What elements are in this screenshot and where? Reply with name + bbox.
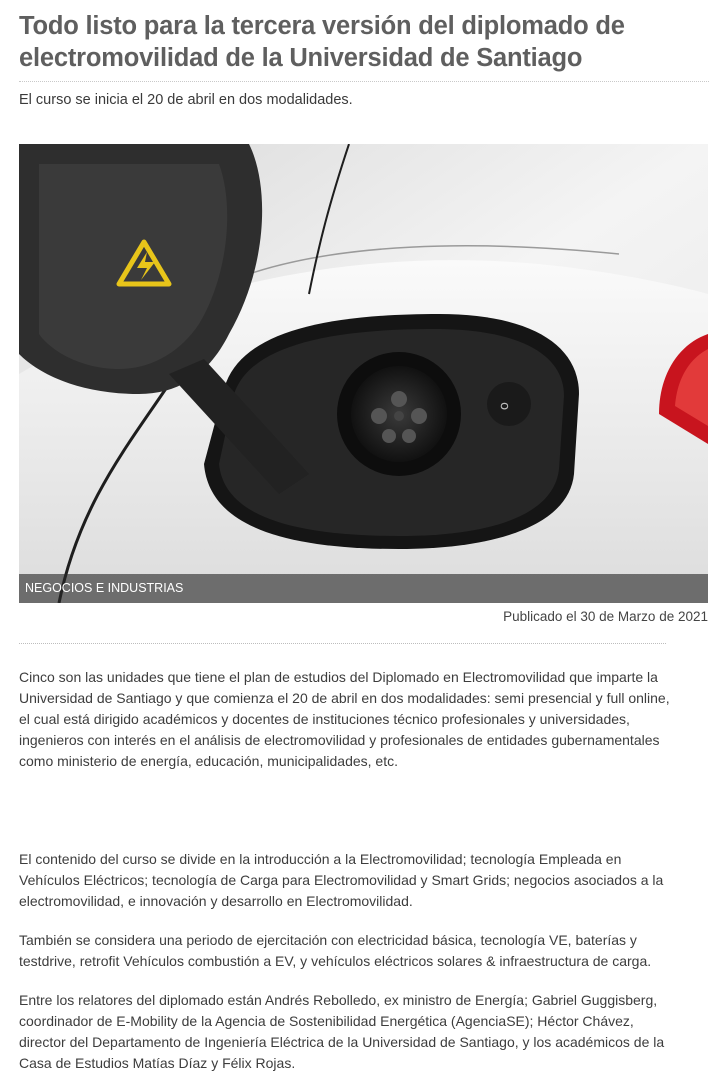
body-paragraph-4: Entre los relatores del diplomado están Andrés Rebolledo, ex ministro de Energía; Gabriel Guggisberg, coordinador de E-Mobility de la Agencia de Sostenibilidad Energética (AgenciaSE); Héctor Chávez, director del Departamento de Ingeniería Eléctrica de la Universidad de Santiago, y los académicos de la Casa de Estudios Matías Díaz y Félix Rojas. xyxy=(19,992,665,1071)
svg-text:ᴑ: ᴑ xyxy=(500,399,509,414)
category-label[interactable]: NEGOCIOS E INDUSTRIAS xyxy=(19,574,708,603)
article-title: Todo listo para la tercera versión del diplomado de electromovilidad de la Universidad de Santiago xyxy=(19,12,625,72)
title-divider xyxy=(19,81,709,82)
ev-charging-photo xyxy=(19,144,708,603)
date-divider xyxy=(19,643,666,644)
body-paragraph-1: Cinco son las unidades que tiene el plan de estudios del Diplomado en Electromovilidad que imparte la Universidad de Santiago y que comienza el 20 de abril en dos modalidades: semi presencial y full online, el cual está dirigido académicos y docentes de instituciones técnico profesionales y universidades, ingenieros con interés en el análisis de electromovilidad y profesionales de entidades gubernamentales como ministerio de energía, educación, municipalidades, etc. xyxy=(19,669,670,769)
publication-date: Publicado el 30 de Marzo de 2021 xyxy=(503,609,708,624)
body-paragraph-3: También se considera una periodo de ejercitación con electricidad básica, tecnología VE, baterías y testdrive, retrofit Vehículos combustión a EV, y vehículos eléctricos solares & infraestructura de carga. xyxy=(19,932,652,969)
article-subtitle: El curso se inicia el 20 de abril en dos modalidades. xyxy=(19,92,353,108)
hero-image xyxy=(19,144,708,603)
body-paragraph-2: El contenido del curso se divide en la introducción a la Electromovilidad; tecnología Empleada en Vehículos Eléctricos; tecnología de Carga para Electromovilidad y Smart Grids; negocios asociados a la electromovilidad, e innovación y desarrollo en Electromovilidad. xyxy=(19,851,664,909)
